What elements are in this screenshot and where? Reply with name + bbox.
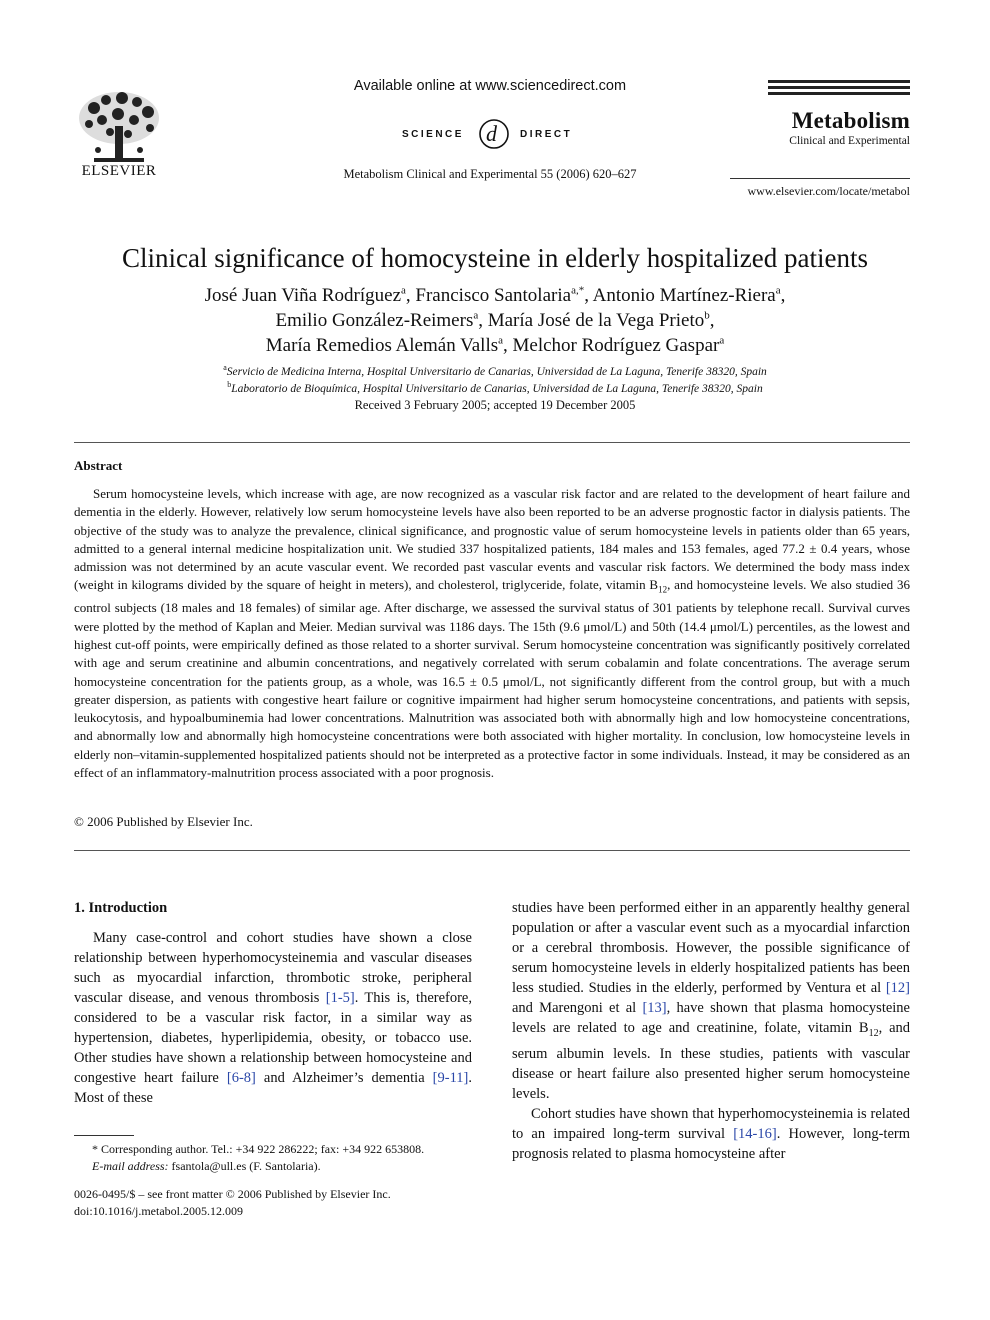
author-separator: ,	[478, 310, 488, 331]
sd-left-text: SCIENCE	[402, 129, 464, 140]
affiliation-b	[80, 380, 910, 395]
abstract-text	[74, 485, 910, 782]
publisher-name: ELSEVIER	[81, 163, 157, 179]
email-address[interactable]: fsantola@ull.es (F. Santolaria).	[168, 1159, 321, 1173]
paragraph-text: , have shown that plasma homocysteine levels are related to age and creatinine, folate, vitamin B	[512, 1000, 910, 1036]
intro-paragraph-1	[74, 928, 472, 1108]
available-online: Available online at www.sciencedirect.com	[353, 78, 627, 94]
intro-paragraph-continued	[512, 898, 910, 1104]
header-divider	[730, 178, 910, 179]
author-affiliation-mark: a	[473, 309, 479, 322]
body-column-right	[512, 898, 910, 1164]
abstract-top-rule	[74, 442, 910, 443]
author-name: Antonio Martínez-Riera	[592, 285, 776, 306]
citation-link[interactable]: [14-16]	[733, 1125, 777, 1142]
journal-subtitle: Clinical and Experimental	[789, 135, 910, 147]
author-name: Melchor Rodríguez Gaspar	[512, 335, 720, 356]
paragraph-text: Cohort studies have shown that hyperhomocysteinemia is related to an impaired long-term survival	[512, 1105, 910, 1142]
abstract-bottom-rule	[74, 850, 910, 851]
author-separator: ,	[709, 310, 715, 331]
author-name: José Juan Viña Rodríguez	[204, 285, 402, 306]
svg-text:d: d	[486, 121, 497, 146]
author-affiliation-mark: a	[401, 284, 406, 297]
journal-citation: Metabolism Clinical and Experimental 55 (2006) 620–627	[343, 167, 637, 181]
body-column-left	[74, 898, 472, 1108]
author-affiliation-mark: a,*	[571, 284, 585, 297]
citation-link[interactable]: [6-8]	[226, 1070, 256, 1086]
email-label: E-mail address:	[92, 1159, 169, 1173]
abstract-part: Serum homocysteine levels, which increase with age, are now recognized as a vascular risk factor and are related to the development of heart failure and dementia in the elderly. However, relatively low serum homocysteine levels have also been reported to be an adverse prognostic factor in dialysis patients. The objective of the study was to analyze the prevalence, clinical significance, and prognostic value of serum homocysteine levels in patients older than 65 years, admitted to a general internal medicine hospitalization unit. We studied 337 hospitalized patients, 184 males and 153 females, aged 77.2 ± 0.4 years, whose admission was not determined by an acute vascular event. We recorded past vascular events and vascular risk factors. We determined the body mass index (weight in kilograms divided by the square of height in meters), and cholesterol, triglyceride, folate, vitamin B	[74, 486, 910, 593]
author-name: María José de la Vega Prieto	[487, 310, 705, 331]
paragraph-text: Many case-control and cohort studies have shown a close relationship between hyperhomocysteinemia and vascular diseases such as myocardial infarction, thrombotic stroke, peripheral vascular disease, and venous thrombosis	[74, 930, 472, 1006]
received-dates: Received 3 February 2005; accepted 19 December 2005	[354, 398, 636, 412]
affiliation-text: Laboratorio de Bioquímica, Hospital Universitario de Canarias, Universidad de La Laguna, Tenerife 38320, Spain	[231, 382, 763, 395]
paragraph-subscript: 12	[868, 1027, 879, 1039]
paragraph-text: , and serum albumin levels. In these studies, patients with vascular disease or heart failure also presented higher serum homocysteine levels.	[512, 1020, 910, 1102]
author-name: Francisco Santolaria	[415, 285, 572, 306]
author-separator: ,	[405, 285, 416, 306]
sciencedirect-logo	[390, 112, 600, 156]
author-separator: ,	[503, 335, 513, 356]
section-heading-introduction: 1. Introduction	[74, 900, 168, 916]
author-affiliation-mark: a	[719, 334, 725, 347]
intro-paragraph-2	[512, 1104, 910, 1164]
citation-link[interactable]: [1-5]	[325, 990, 355, 1006]
paragraph-text: and Marengoni et al	[512, 1000, 643, 1016]
paragraph-text: studies have been performed either in an apparently healthy general population or after a vascular event such as a myocardial infarction or a cerebral thrombosis. However, the possible significance of serum homocysteine levels in elderly hospitalized patients has been less studied. Studies in the elderly, performed by Ventura et al	[512, 900, 910, 996]
author-name: Emilio González-Reimers	[275, 310, 474, 331]
citation-link[interactable]: [9-11]	[432, 1070, 469, 1086]
abstract-part: , and homocysteine levels. We also studied 36 control subjects (18 males and 18 females) of similar age. After discharge, we assessed the survival status of 301 patients by telephone recall. Survival curves were plotted by the method of Kaplan and Meier. Median survival was 1186 days. The 15th (9.6 μmol/L) and 50th (14.4 μmol/L) percentiles, as the lowest and highest cut-off points, were empirically defined as those related to a shorter survival. Serum homocysteine concentration was significantly positively correlated with age and serum creatinine and albumin concentrations, and negatively correlated with serum cobalamin and folate concentrations. The average serum homocysteine concentration for the patients group, as a whole, was 16.5 ± 0.5 μmol/L, not significantly different from the control group, but with a much greater dispersion, as patients with congestive heart failure or cognitive impairment had higher serum homocysteine concentrations, and patients with sepsis, leukocytosis, and hypoalbuminemia had lower concentrations. Malnutrition was associated both with abnormally high and low homocysteine concentrations, and abnormally low and abnormally high homocysteine concentrations were both associated with higher mortality. In conclusion, low homocysteine levels in elderly non–vitamin-supplemented hospitalized patients should not be interpreted as a protective factor in some individuals. Instead, it may be considered as an effect of an inflammatory-malnutrition process associated with a poor prognosis.	[74, 577, 910, 781]
journal-rules	[768, 80, 910, 98]
abstract-heading: Abstract	[74, 458, 123, 473]
affiliation-mark: b	[227, 380, 232, 389]
author-affiliation-mark: b	[704, 309, 710, 322]
footnote-rule	[74, 1135, 134, 1136]
sd-right-text: DIRECT	[520, 129, 573, 140]
author-name: María Remedios Alemán Valls	[265, 335, 499, 356]
affiliation-text: Servicio de Medicina Interna, Hospital Universitario de Canarias, Universidad de La Laguna, Tenerife 38320, Spain	[226, 365, 767, 378]
author-affiliation-mark: a	[775, 284, 781, 297]
paragraph-text: . However, long-term prognosis related to plasma homocysteine after	[512, 1125, 910, 1162]
paragraph-text: . Most of these	[74, 1070, 472, 1106]
citation-link[interactable]: [12]	[885, 980, 910, 996]
doi-line[interactable]: doi:10.1016/j.metabol.2005.12.009	[74, 1204, 243, 1218]
affiliation-mark: a	[223, 363, 227, 372]
author-separator: ,	[780, 285, 786, 306]
author-separator: ,	[584, 285, 593, 306]
abstract-subscript: 12	[658, 585, 668, 596]
article-title: Clinical significance of homocysteine in elderly hospitalized patients	[121, 243, 869, 273]
author-list	[80, 283, 910, 358]
affiliation-a	[80, 363, 910, 378]
citation-link[interactable]: [13]	[642, 1000, 667, 1016]
journal-url[interactable]: www.elsevier.com/locate/metabol	[747, 184, 910, 198]
issn-line: 0026-0495/$ – see front matter © 2006 Published by Elsevier Inc.	[74, 1187, 391, 1201]
paragraph-text: . This is, therefore, considered to be a vascular risk factor, in a similar way as hypertension, diabetes, hyperlipidemia, obesity, or tobacco use. Other studies have shown a relationship between homocysteine and congestive heart failure	[74, 990, 472, 1086]
journal-name: Metabolism	[791, 108, 910, 133]
paragraph-text: and Alzheimer’s dementia	[255, 1070, 433, 1086]
abstract-copyright: © 2006 Published by Elsevier Inc.	[74, 814, 253, 829]
author-affiliation-mark: a	[498, 334, 504, 347]
footnote-email	[74, 1158, 472, 1174]
footnote-corresponding: * Corresponding author. Tel.: +34 922 286222; fax: +34 922 653808.	[92, 1142, 425, 1156]
